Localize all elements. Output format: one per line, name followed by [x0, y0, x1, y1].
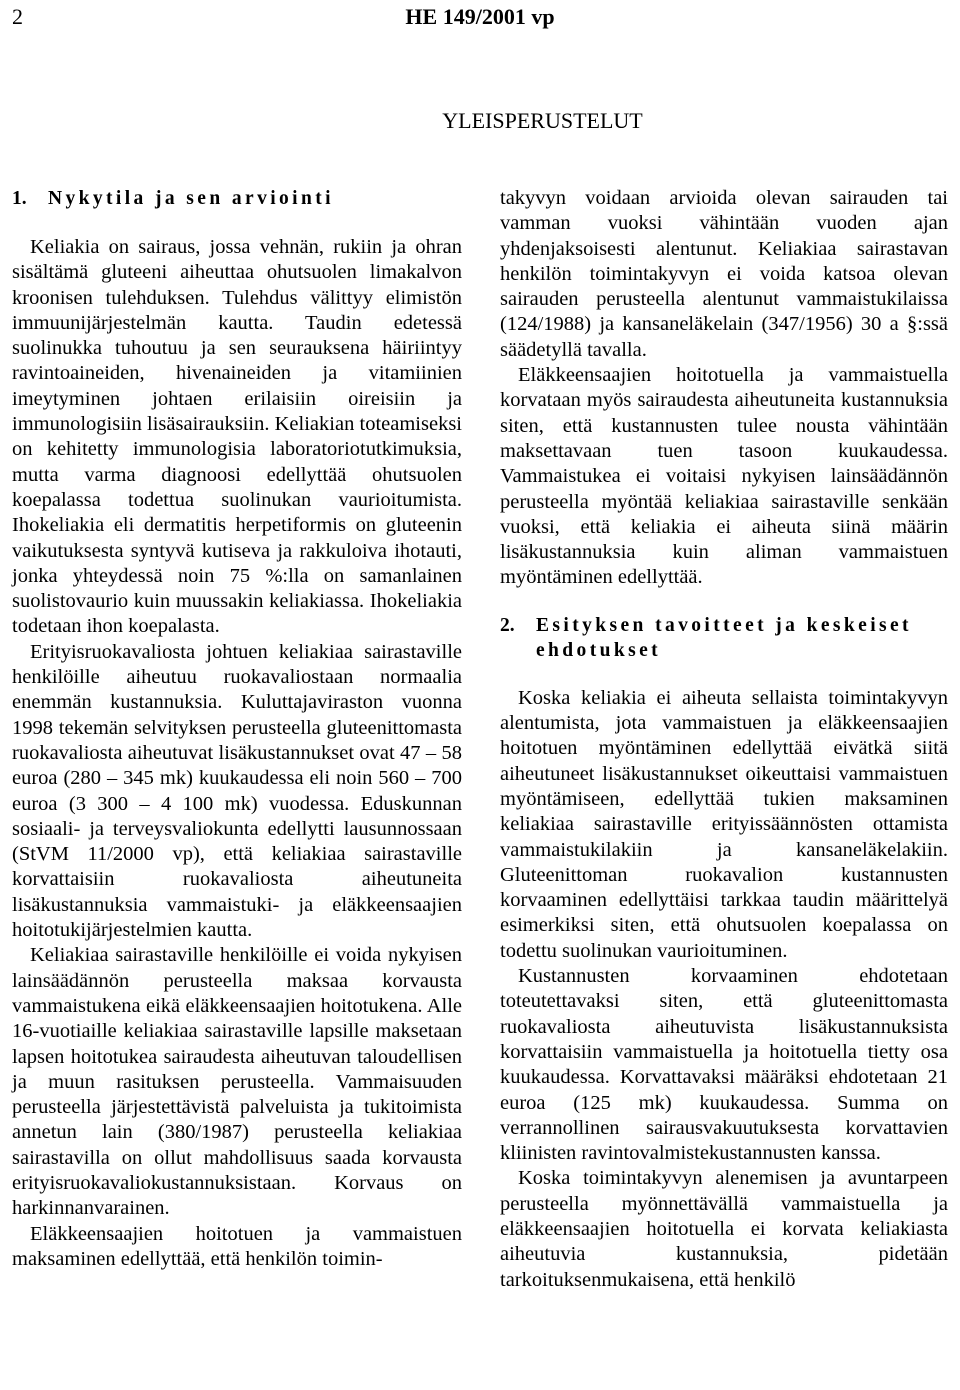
section-2-heading — [500, 613, 948, 663]
section-2-number: 2. — [500, 614, 515, 636]
left-column — [12, 186, 462, 1272]
section-1-number: 1. — [12, 188, 27, 209]
paragraph-continued: takyvyn voidaan arvioida olevan sairauden tai vamman vuoksi vähintään vuoden ajan yhdenjaksoisesti alentunut. Keliakiaa sairastavan henkilön toimintakyvyn ei voida katsoa olevan sairauden perusteella alentunut vammaistukilaissa (124/1988) ja kansaneläkelain (347/1956) 30 a §:ssä säädetyllä tavalla. — [500, 187, 948, 361]
main-heading: YLEISPERUSTELUT — [442, 108, 643, 133]
paragraph: Erityisruokavaliosta johtuen keliakiaa sairastaville henkilöille aiheutuu ruokavaliostaan normaalia enemmän kustannuksia. Kuluttajaviraston vuonna 1998 tekemän selvityksen perusteella gluteenittomasta ruokavaliosta aiheutuvat lisäkustannukset ovat 47 – 58 euroa (280 – 345 mk) kuukaudessa eli noin 560 – 700 euroa (3 300 – 4 100 mk) vuodessa. Eduskunnan sosiaali- ja terveysvaliokunta edellytti lausunnossaan (StVM 11/2000 vp), että keliakiaa sairastaville korvattaisiin ruokavaliosta aiheutuneita lisäkustannuksia vammaistuki- ja eläkkeensaajien hoitotukijärjestelmien kautta. — [12, 640, 462, 942]
section-2-title-line-1: Esityksen tavoitteet ja keskeiset — [536, 614, 912, 636]
section-2-title-line-2: ehdotukset — [536, 639, 662, 661]
page-number: 2 — [12, 4, 23, 29]
paragraph: Kustannusten korvaaminen ehdotetaan toteutettavaksi siten, että gluteenittomasta ruokavaliosta aiheutuvista lisäkustannuksista korvattaisiin vammaistuella ja hoitotuella tietty osa kuukaudessa. Korvattavaksi määräksi ehdotetaan 21 euroa (125 mk) kuukaudessa. Summa on verrannollinen sairausvakuutuksesta korvattavien kliinisten ravintovalmistekustannusten kanssa. — [500, 965, 948, 1165]
document-id: HE 149/2001 vp — [405, 4, 555, 29]
paragraph: Keliakia on sairaus, jossa vehnän, rukiin ja ohran sisältämä gluteeni aiheuttaa ohutsuolen limakalvon kroonisen tulehduksen. Tulehdus välittyy elimistön immuunijärjestelmän kautta. Taudin edetessä suolinukka tuhoutuu ja sen seurauksena häiriintyy ravintoaineiden, hivenaineiden ja vitamiinien imeytyminen johtaen erilaisiin oireisiin ja immunologisiin lisäsairauksiin. Keliakian toteamiseksi on kehitetty immunologisia laboratoriotutkimuksia, mutta varma diagnoosi edellyttää ohutsuolen koepalassa todettua suolinukan vaurioitumista. Ihokeliakia eli dermatitis herpetiformis on gluteenin vaikutuksesta syntyvä kutiseva ja rakkuloiva ihotauti, jonka yhteydessä noin 75 %:lla on samanlainen suolistovaurio kuin muussakin keliakiassa. Ihokeliakia todetaan ihon koepalasta. — [12, 236, 462, 638]
right-column — [500, 186, 948, 1293]
paragraph: Eläkkeensaajien hoitotuen ja vammaistuen maksaminen edellyttää, että henkilön toimin- — [12, 1222, 462, 1270]
section-1-title: Nykytila ja sen arviointi — [48, 188, 334, 209]
section-1-heading — [12, 186, 462, 211]
paragraph: Koska toimintakyvyn alenemisen ja avuntarpeen perusteella myönnettävällä vammaistuella ja eläkkeensaajien hoitotuella ei korvata keliakiasta aiheutuvia kustannuksia, pidetään tarkoituksenmukaisena, että henkilö — [500, 1167, 948, 1291]
paragraph: Koska keliakia ei aiheuta sellaista toimintakyvyn alentumista, jota vammaistuen ja eläkkeensaajien hoitotuen myöntäminen edellyttää eivätkä siitä aiheutuneet lisäkustannukset oikeuttaisi vammaistuen myöntämiseen, edellyttää tukien maksaminen keliakiaa sairastaville erityissäännösten ottamista vammaistukilakiin ja kansaneläkelakiin. Gluteenittoman ruokavalion kustannusten korvaaminen edellyttäisi tarkkaa taudin määrittelyä esimerkiksi siten, että ohutsuolen koepalassa on todettu suolinukan vaurioituminen. — [500, 686, 948, 962]
paragraph: Eläkkeensaajien hoitotuella ja vammaistuella korvataan myös sairaudesta aiheutuneita kustannuksia siten, että kustannusten tulee nousta vähintään maksettavaan tuen tasoon kuukaudessa. Vammaistukea ei voitaisi nykyisen lainsäädännön perusteella myöntää keliakiaa sairastaville senkään vuoksi, että keliakia ei aiheuta siinä määrin lisäkustannuksia kuin aliman vammaistuen myöntäminen edellyttää. — [500, 364, 948, 589]
paragraph: Keliakiaa sairastaville henkilöille ei voida nykyisen lainsäädännön perusteella maksaa korvausta vammaistukena eikä eläkkeensaajien hoitotukena. Alle 16-vuotiaille keliakiaa sairastaville lapsille maksetaan lapsen hoitotukea sairaudesta aiheutuvan taloudellisen ja muun rasituksen perusteella. Vammaisuuden perusteella järjestettävistä palveluista ja tukitoimista annetun lain (380/1987) perusteella keliakiaa sairastavilla on ollut mahdollisuus saada korvausta erityisruokavaliokustannuksistaan. Korvaus on harkinnanvarainen. — [12, 944, 462, 1220]
